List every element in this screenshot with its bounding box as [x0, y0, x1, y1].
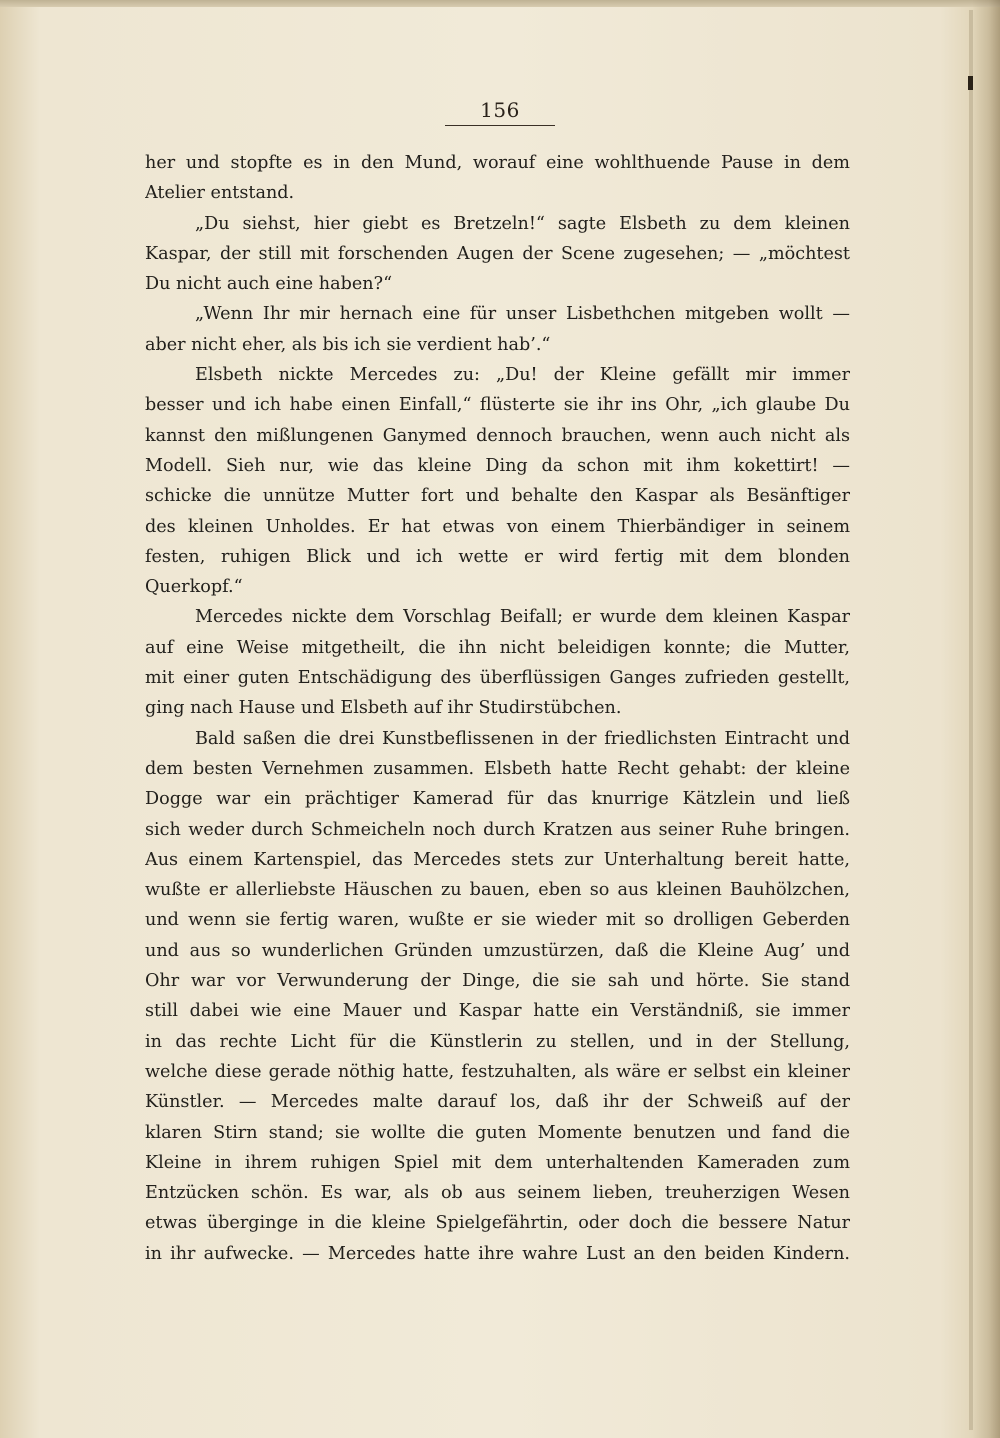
text-line: dem besten Vernehmen zusammen. Elsbeth hatte Recht gehabt: der kleine	[145, 758, 850, 779]
text-line: Elsbeth nickte Mercedes zu: „Du! der Kleine gefällt mir immer	[195, 365, 850, 386]
text-line: in ihr aufwecke. — Mercedes hatte ihre wahre Lust an den beiden Kindern.	[145, 1243, 850, 1264]
text-line: wußte er allerliebste Häuschen zu bauen, eben so aus kleinen Bauhölzchen,	[145, 880, 850, 901]
text-line: und aus so wunderlichen Gründen umzustürzen, daß die Kleine Aug’ und	[145, 940, 850, 961]
text-line: Kaspar, der still mit forschenden Augen der Scene zugesehen; — „möchtest	[145, 243, 850, 264]
text-line: Modell. Sieh nur, wie das kleine Ding da schon mit ihm kokettirt! —	[145, 455, 850, 476]
text-line: Du nicht auch eine haben?“	[145, 274, 393, 295]
text-line: des kleinen Unholdes. Er hat etwas von einem Thierbändiger in seinem	[145, 516, 850, 537]
text-line: Dogge war ein prächtiger Kamerad für das knurrige Kätzlein und ließ	[145, 789, 850, 810]
text-line: Querkopf.“	[145, 577, 243, 598]
text-line: klaren Stirn stand; sie wollte die guten Momente benutzen und fand die	[145, 1122, 850, 1143]
text-line: auf eine Weise mitgetheilt, die ihn nicht beleidigen konnte; die Mutter,	[145, 637, 850, 658]
text-line: still dabei wie eine Mauer und Kaspar hatte ein Verständniß, sie immer	[145, 1001, 850, 1022]
text-line: mit einer guten Entschädigung des überflüssigen Ganges zufrieden gestellt,	[145, 668, 850, 689]
header-rule	[445, 125, 555, 126]
text-line: besser und ich habe einen Einfall,“ flüsterte sie ihr ins Ohr, „ich glaube Du	[145, 395, 850, 416]
text-line: kannst den mißlungenen Ganymed dennoch brauchen, wenn auch nicht als	[145, 425, 850, 446]
text-line: in das rechte Licht für die Künstlerin zu stellen, und in der Stellung,	[145, 1031, 850, 1052]
text-line: „Wenn Ihr mir hernach eine für unser Lisbethchen mitgeben wollt —	[195, 304, 850, 325]
text-line: her und stopfte es in den Mund, worauf eine wohlthuende Pause in dem	[145, 153, 850, 173]
text-line: Mercedes nickte dem Vorschlag Beifall; er wurde dem kleinen Kaspar	[195, 607, 850, 628]
text-line: „Du siehst, hier giebt es Bretzeln!“ sagte Elsbeth zu dem kleinen	[195, 213, 850, 234]
text-line: sich weder durch Schmeicheln noch durch Kratzen aus seiner Ruhe bringen.	[145, 819, 850, 840]
text-line: etwas überginge in die kleine Spielgefährtin, oder doch die bessere Natur	[145, 1213, 850, 1234]
text-line: Ohr war vor Verwunderung der Dinge, die sie sah und hörte. Sie stand	[145, 971, 850, 992]
text-line: ging nach Hause und Elsbeth auf ihr Studirstübchen.	[145, 698, 622, 719]
page-top-edge	[0, 0, 1000, 7]
body-text	[145, 148, 850, 1269]
text-line: und wenn sie fertig waren, wußte er sie wieder mit so drolligen Geberden	[145, 910, 850, 931]
text-line: festen, ruhigen Blick und ich wette er wird fertig mit dem blonden	[145, 546, 850, 567]
text-line: welche diese gerade nöthig hatte, festzuhalten, als wäre er selbst ein kleiner	[145, 1061, 850, 1082]
text-line: Künstler. — Mercedes malte darauf los, daß ihr der Schweiß auf der	[145, 1092, 850, 1113]
text-line: Entzücken schön. Es war, als ob aus seinem lieben, treuherzigen Wesen	[145, 1183, 850, 1204]
text-line: Bald saßen die drei Kunstbeflissenen in der friedlichsten Eintracht und	[195, 728, 850, 749]
text-line: aber nicht eher, als bis ich sie verdient hab’.“	[145, 334, 551, 355]
page-right-shadow	[972, 0, 1000, 1438]
text-line: Atelier entstand.	[145, 183, 295, 204]
text-line: schicke die unnütze Mutter fort und behalte den Kaspar als Besänftiger	[145, 486, 850, 507]
page-number: 156	[480, 98, 520, 122]
text-line: Kleine in ihrem ruhigen Spiel mit dem unterhaltenden Kameraden zum	[145, 1152, 850, 1173]
text-line: Aus einem Kartenspiel, das Mercedes stets zur Unterhaltung bereit hatte,	[145, 849, 850, 870]
